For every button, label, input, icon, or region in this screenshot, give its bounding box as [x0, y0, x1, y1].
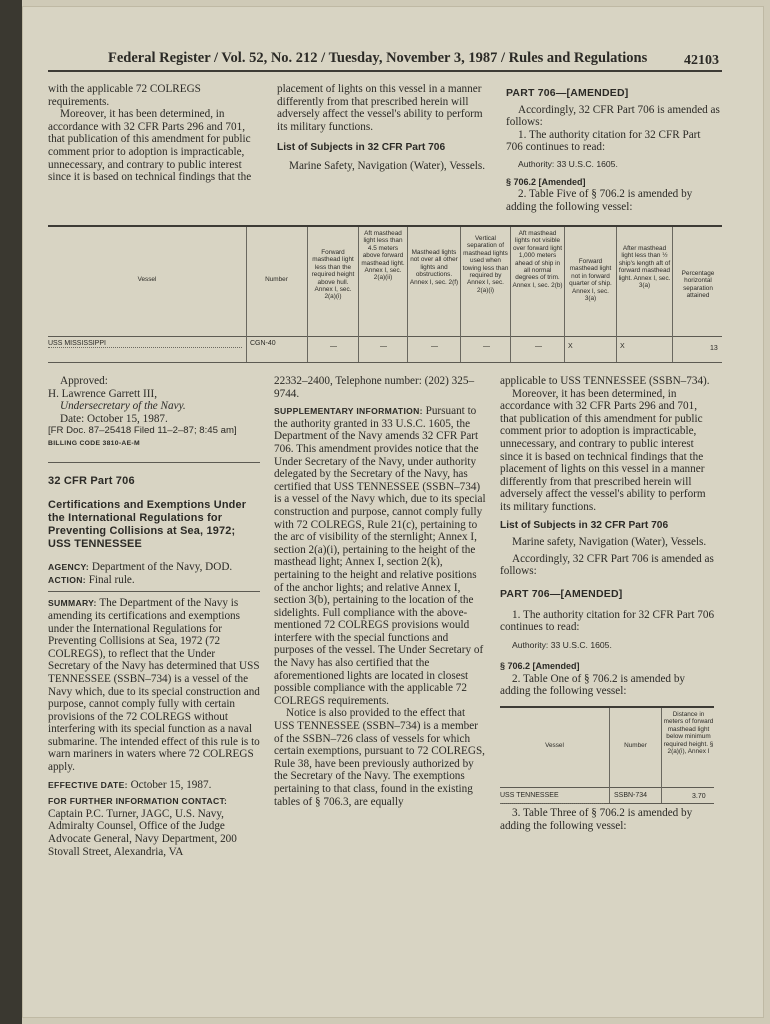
table-rule [48, 362, 722, 363]
approved-label: Approved: [60, 375, 108, 387]
paragraph: Notice is also provided to the effect that USS TENNESSEE (SSBN–734) is a member of the SSBN–726 class of vessels for which certain exemptions, pursuant to 72 COLREGS, Rule 38, have been previously authorized by the Secretary of the Navy. The exemptions pertaining to that class, found in the existing tables of § 706.3, are equally [274, 707, 485, 808]
table-cell: — [380, 343, 387, 350]
action-label: ACTION: [48, 574, 86, 585]
paragraph: applicable to USS TENNESSEE (SSBN–734). [500, 375, 710, 387]
contact-label: FOR FURTHER INFORMATION CONTACT: [48, 796, 228, 807]
left-column [48, 375, 260, 858]
table-header: Distance in meters of forward masthead light below minimum required height. § 2(a)(i), Annex I [663, 711, 714, 756]
top-column-3 [506, 87, 720, 213]
section-rule [48, 591, 260, 592]
table-cell-number: SSBN-734 [614, 792, 648, 800]
signer-name: H. Lawrence Garrett III, [48, 387, 158, 400]
action-value: Final rule. [88, 573, 135, 586]
paragraph: 2. Table Five of § 706.2 is amended by adding the following vessel: [506, 188, 693, 213]
effective-date-label: EFFECTIVE DATE: [48, 779, 128, 790]
authority-citation: Authority: 33 U.S.C. 1605. [518, 158, 618, 169]
agency-value: Department of the Navy, DOD. [91, 561, 233, 574]
document-title: Certifications and Exemptions Under the International Regulations for Preventing Collisions at Sea, 1972; USS TENNESSEE [48, 499, 247, 551]
table-cell: — [431, 343, 438, 350]
table-header: Masthead lights not over all other lights and obstructions. Annex I, sec. 2(f) [409, 249, 459, 286]
table-cell: — [535, 343, 542, 350]
section-heading: § 706.2 [Amended] [500, 661, 580, 672]
table-rule [500, 787, 714, 788]
table-divider [358, 227, 359, 362]
part-heading: PART 706—[AMENDED] [506, 87, 629, 99]
right-column [500, 375, 716, 832]
table-divider [616, 227, 617, 362]
section-rule [48, 462, 260, 463]
table-cell: 3.70 [692, 793, 706, 801]
table-header: Forward masthead light not in forward quarter of ship. Annex I, sec. 3(a) [569, 258, 612, 303]
part-heading: PART 706—[AMENDED] [500, 587, 623, 600]
table-cell: 13 [710, 345, 718, 352]
subjects-list: Marine Safety, Navigation (Water), Vessels. [289, 159, 486, 172]
table-header: Number [624, 742, 647, 750]
paragraph: 1. The authority citation for 32 CFR Part 706 continues to read: [506, 128, 701, 154]
contact-text: Captain P.C. Turner, JAGC, U.S. Navy, Admiralty Counsel, Office of the Judge Advocate General, Navy Department, 200 Stovall Street, Alexandria, VA [48, 807, 237, 858]
table-header: Forward masthead light less than the required height above hull. Annex I, sec. 2(a)(i) [311, 249, 355, 301]
subjects-list: Marine safety, Navigation (Water), Vessels. [512, 536, 707, 549]
table-header: Aft masthead light less than 4.5 meters above forward masthead light. Annex I, sec. 2(a)(ii) [361, 230, 405, 282]
paragraph: placement of lights on this vessel in a manner differently from that prescribed herein will adversely affect the vessel's ability to perform its military functions. [277, 83, 483, 133]
table-header: Vessel [545, 742, 564, 750]
table-cell: — [330, 343, 337, 350]
paragraph: Moreover, it has been determined, in accordance with 32 CFR Parts 296 and 701, that publication of this amendment for public comment prior to adoption is impracticable, unnecessary, and contrary to public interest since it is based on technical findings that the [48, 108, 252, 184]
supplementary-text: Pursuant to the authority granted in 33 U.S.C. 1605, the Department of the Navy amends 32 CFR Part 706. This amendment provides notice that the Under Secretary of the Navy, under authority delegated by the Secretary of the Navy, has certified that USS TENNESSEE (SSBN–734) is a vessel of the Navy which, due to its special construction and purpose, cannot comply fully with 72 COLREGS, Rule 21(c), pertaining to the arc of visibility of the sternlight; Annex I, section 2(a)(i), pertaining to the height of the masthead light; Annex I, section 2(k), pertaining to the height and relative positions of the anchor lights; and relative Annex I, section 3(b), pertaining to the location of the sidelights. Full compliance with the above-mentioned 72 COLREGS provisions would interfere with the special functions and purposes of the vessel. The Under Secretary of the Navy has also certified that the aforementioned lights are located in closest possible compliance with the applicable 72 COLREGS requirements. [274, 405, 486, 707]
table-header: Vertical separation of masthead lights used when towing less than required by Annex I, sec. 2(a)(i) [462, 235, 509, 294]
table-header: Number [265, 276, 288, 283]
table-cell: X [620, 343, 625, 350]
table-cell-number: CGN-40 [250, 340, 276, 347]
section-heading: § 706.2 [Amended] [506, 176, 586, 187]
paragraph: 22332–2400, Telephone number: (202) 325–9744. [274, 375, 475, 400]
table-rule [500, 706, 714, 708]
subjects-heading: List of Subjects in 32 CFR Part 706 [500, 519, 669, 531]
table-divider [307, 227, 308, 362]
table-one [500, 706, 714, 816]
table-cell-vessel: USS MISSISSIPPI [48, 340, 242, 348]
table-divider [510, 227, 511, 362]
agency-label: AGENCY: [48, 562, 90, 573]
header-rule [48, 70, 722, 72]
signature-date: Date: October 15, 1987. [60, 412, 168, 425]
table-header: After masthead light less than ½ ship's length aft of forward masthead light. Annex I, sec. 3(a) [618, 245, 671, 290]
table-divider [609, 708, 610, 803]
table-cell: X [568, 343, 573, 350]
paragraph: Accordingly, 32 CFR Part 706 is amended as follows: [506, 103, 720, 129]
page-number: 42103 [684, 53, 719, 68]
table-header: Vessel [137, 276, 157, 283]
cfr-part: 32 CFR Part 706 [48, 474, 135, 487]
paragraph: Moreover, it has been determined, in accordance with 32 CFR Parts 296 and 701, that publication of this amendment for public comment prior to adoption is impracticable, unnecessary, and contrary to public interest since it is based on technical findings that the placement of lights on this vessel in a manner differently from that prescribed herein will adversely affect the vessel's ability to perform its military functions. [500, 387, 706, 513]
paragraph: 3. Table Three of § 706.2 is amended by adding the following vessel: [500, 807, 693, 832]
billing-code: BILLING CODE 3810-AE-M [48, 439, 140, 447]
supplementary-label: SUPPLEMENTARY INFORMATION: [274, 406, 423, 417]
summary-label: SUMMARY: [48, 598, 97, 609]
table-rule [48, 336, 722, 337]
fr-doc: [FR Doc. 87–25418 Filed 11–2–87; 8:45 am] [48, 425, 237, 437]
table-divider [672, 227, 673, 362]
paragraph: 1. The authority citation for 32 CFR Part 706 continues to read: [500, 608, 715, 634]
table-divider [246, 227, 247, 362]
effective-date: October 15, 1987. [130, 778, 212, 791]
table-divider [564, 227, 565, 362]
top-column-2 [277, 83, 489, 173]
subjects-heading: List of Subjects in 32 CFR Part 706 [277, 142, 446, 154]
table-divider [460, 227, 461, 362]
paragraph: 2. Table One of § 706.2 is amended by adding the following vessel: [500, 672, 686, 698]
table-header: Percentage horizontal separation attained [681, 270, 715, 300]
table-rule [48, 225, 722, 227]
table-header: Aft masthead lights not visible over forward light 1,000 meters ahead of ship in all normal degrees of trim. Annex I, sec. 2(b) [512, 230, 563, 289]
document-page [22, 6, 764, 1018]
paragraph: Accordingly, 32 CFR Part 706 is amended as follows: [500, 552, 714, 578]
table-divider [407, 227, 408, 362]
signer-title: Undersecretary of the Navy. [60, 400, 186, 413]
table-divider [661, 708, 662, 803]
paragraph: with the applicable 72 COLREGS requirements. [48, 83, 201, 108]
scan-edge [0, 0, 22, 1024]
running-header: Federal Register / Vol. 52, No. 212 / Tuesday, November 3, 1987 / Rules and Regulations [108, 50, 648, 66]
table-cell-vessel: USS TENNESSEE [500, 790, 604, 804]
middle-column [274, 375, 486, 808]
top-column-1 [48, 83, 260, 184]
authority-citation: Authority: 33 U.S.C. 1605. [512, 639, 612, 650]
summary-text: The Department of the Navy is amending its certifications and exemptions under the International Regulations for Preventing Collisions at Sea, 1972 (72 COLREGS), to reflect that the Under Secretary of the Navy has determined that USS TENNESSEE (SSBN–734) is a vessel of the Navy which, due to its special construction and purpose, cannot comply fully with certain provisions of the 72 COLREGS without interfering with its special function as a naval submarine. The intended effect of this rule is to warn mariners in waters where 72 COLREGS apply. [48, 597, 260, 774]
table-cell: — [483, 343, 490, 350]
